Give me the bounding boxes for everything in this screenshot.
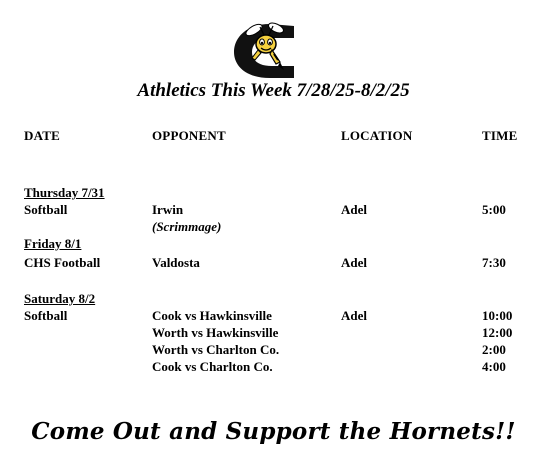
day-label: Saturday 8/2 [24, 291, 96, 306]
event-time: 5:00 [482, 202, 506, 217]
hornet-c-logo [224, 18, 316, 80]
event-note: (Scrimmage) [152, 219, 222, 234]
event-location: Adel [341, 308, 367, 323]
event-sport: Softball [24, 202, 68, 217]
event-opponent: Worth vs Charlton Co. [152, 342, 280, 357]
event-opponent: Cook vs Charlton Co. [152, 359, 273, 374]
event-time: 2:00 [482, 342, 506, 357]
event-opponent: Irwin [152, 202, 184, 217]
day-label: Friday 8/1 [24, 236, 82, 251]
page-title: Athletics This Week 7/28/25-8/2/25 [137, 80, 410, 101]
event-time: 12:00 [482, 325, 513, 340]
header-date: DATE [24, 128, 60, 143]
event-time: 10:00 [482, 308, 513, 323]
event-time: 7:30 [482, 255, 506, 270]
event-opponent: Valdosta [152, 255, 200, 270]
event-opponent: Cook vs Hawkinsville [152, 308, 272, 323]
header-time: TIME [482, 128, 518, 143]
event-location: Adel [341, 255, 367, 270]
event-location: Adel [341, 202, 367, 217]
day-label: Thursday 7/31 [24, 185, 105, 200]
footer-slogan: Come Out and Support the Hornets!! [31, 418, 516, 445]
header-opponent: OPPONENT [152, 128, 226, 143]
event-sport: Softball [24, 308, 68, 323]
event-sport: CHS Football [24, 255, 101, 270]
event-opponent: Worth vs Hawkinsville [152, 325, 279, 340]
header-location: LOCATION [341, 128, 413, 143]
event-time: 4:00 [482, 359, 506, 374]
